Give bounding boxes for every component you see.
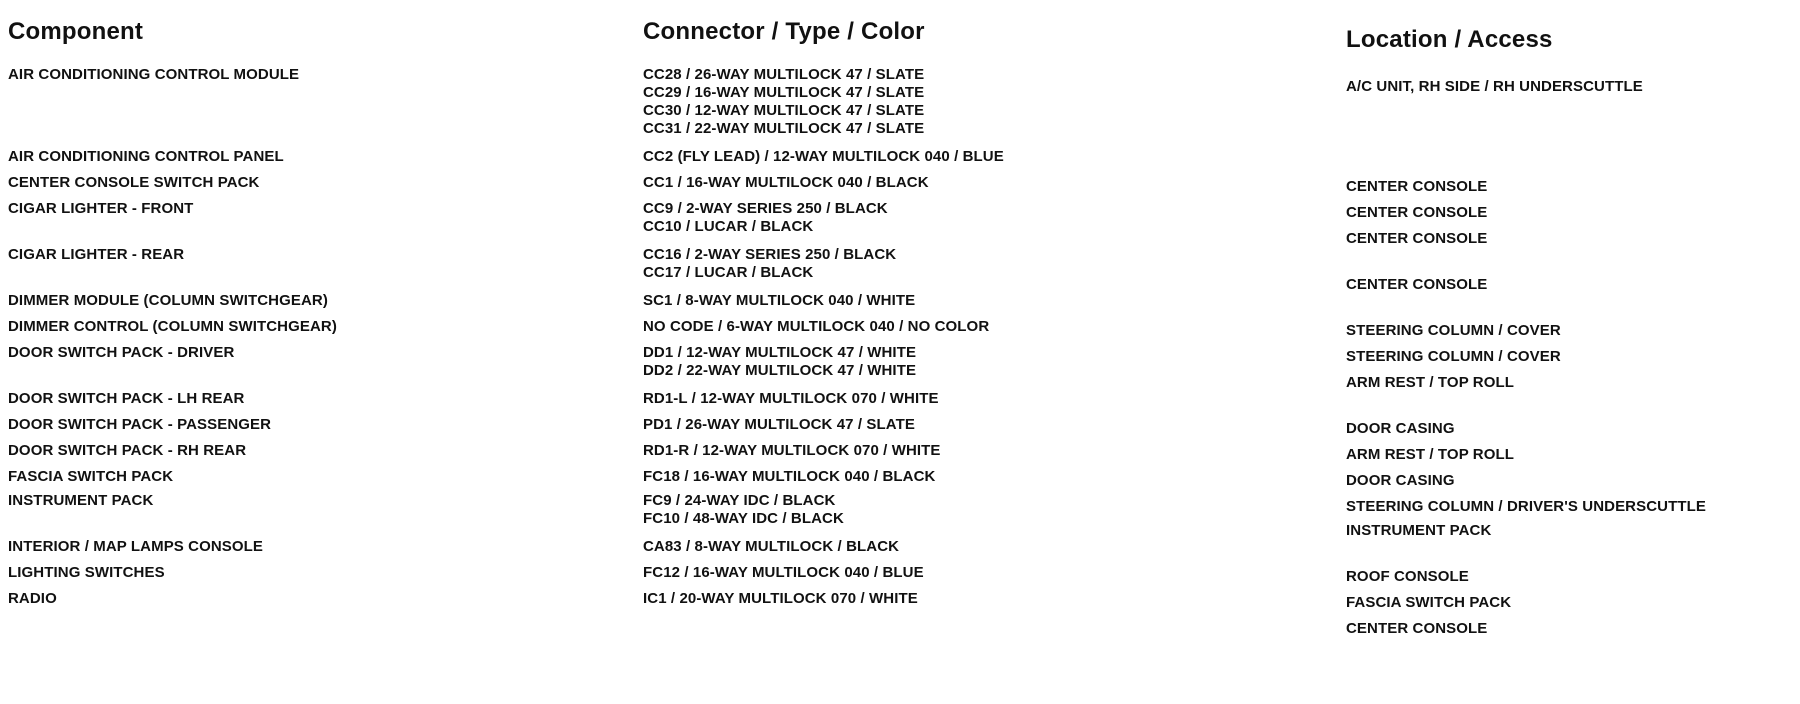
- location-access: DOOR CASING: [1346, 420, 1455, 437]
- connector-spec: DD2 / 22-WAY MULTILOCK 47 / WHITE: [643, 362, 917, 379]
- connector-spec: CC1 / 16-WAY MULTILOCK 040 / BLACK: [643, 174, 929, 191]
- location-access: CENTER CONSOLE: [1346, 178, 1488, 195]
- component-name: CIGAR LIGHTER - FRONT: [8, 200, 194, 217]
- connector-list: [643, 390, 939, 408]
- component-name: INSTRUMENT PACK: [8, 492, 154, 509]
- connector-list: [643, 318, 989, 336]
- connector-spec: CC30 / 12-WAY MULTILOCK 47 / SLATE: [643, 102, 925, 119]
- component-name: RADIO: [8, 590, 57, 607]
- table-row: [0, 66, 1800, 137]
- connector-spec: CC10 / LUCAR / BLACK: [643, 218, 814, 235]
- connector-spec: CC31 / 22-WAY MULTILOCK 47 / SLATE: [643, 120, 925, 137]
- connector-spec: CA83 / 8-WAY MULTILOCK / BLACK: [643, 538, 900, 555]
- component-name: FASCIA SWITCH PACK: [8, 468, 174, 485]
- connector-spec: CC29 / 16-WAY MULTILOCK 47 / SLATE: [643, 84, 925, 101]
- table-row: [0, 246, 1800, 293]
- connector-list: [643, 564, 924, 582]
- connector-list: [643, 492, 844, 528]
- connector-list: [643, 442, 941, 460]
- connector-list: [643, 468, 935, 486]
- connector-spec: PD1 / 26-WAY MULTILOCK 47 / SLATE: [643, 416, 915, 433]
- connector-list: [643, 292, 915, 310]
- component-name: LIGHTING SWITCHES: [8, 564, 165, 581]
- component-name: AIR CONDITIONING CONTROL MODULE: [8, 66, 300, 83]
- header-location: Location / Access: [1346, 26, 1553, 53]
- connector-spec: CC17 / LUCAR / BLACK: [643, 264, 814, 281]
- location-access: STEERING COLUMN / DRIVER'S UNDERSCUTTLE: [1346, 498, 1706, 515]
- connector-spec: CC28 / 26-WAY MULTILOCK 47 / SLATE: [643, 66, 925, 83]
- location-access: CENTER CONSOLE: [1346, 276, 1488, 293]
- location-access: A/C UNIT, RH SIDE / RH UNDERSCUTTLE: [1346, 78, 1643, 95]
- connector-list: [643, 148, 1004, 166]
- location-access: CENTER CONSOLE: [1346, 230, 1488, 247]
- connector-list: [643, 246, 896, 282]
- location-access: STEERING COLUMN / COVER: [1346, 348, 1561, 365]
- component-name: DOOR SWITCH PACK - RH REAR: [8, 442, 247, 459]
- component-name: DOOR SWITCH PACK - LH REAR: [8, 390, 245, 407]
- component-name: DIMMER MODULE (COLUMN SWITCHGEAR): [8, 292, 328, 309]
- location-access: FASCIA SWITCH PACK: [1346, 594, 1512, 611]
- connector-spec: CC2 (FLY LEAD) / 12-WAY MULTILOCK 040 / BLUE: [643, 148, 1004, 165]
- component-name: DOOR SWITCH PACK - DRIVER: [8, 344, 235, 361]
- location-access: ARM REST / TOP ROLL: [1346, 446, 1515, 463]
- location-access: ARM REST / TOP ROLL: [1346, 374, 1515, 391]
- component-name: DOOR SWITCH PACK - PASSENGER: [8, 416, 272, 433]
- connector-spec: RD1-R / 12-WAY MULTILOCK 070 / WHITE: [643, 442, 941, 459]
- connector-spec: FC10 / 48-WAY IDC / BLACK: [643, 510, 844, 527]
- connector-list: [643, 538, 899, 556]
- connector-spec: DD1 / 12-WAY MULTILOCK 47 / WHITE: [643, 344, 917, 361]
- connector-spec: IC1 / 20-WAY MULTILOCK 070 / WHITE: [643, 590, 918, 607]
- component-name: CENTER CONSOLE SWITCH PACK: [8, 174, 260, 191]
- connector-list: [643, 590, 918, 608]
- connector-spec: FC18 / 16-WAY MULTILOCK 040 / BLACK: [643, 468, 936, 485]
- component-name: AIR CONDITIONING CONTROL PANEL: [8, 148, 284, 165]
- connector-spec: FC9 / 24-WAY IDC / BLACK: [643, 492, 836, 509]
- table-row: [0, 200, 1800, 247]
- location-access: CENTER CONSOLE: [1346, 620, 1488, 637]
- connector-list: [643, 200, 888, 236]
- connector-spec: CC9 / 2-WAY SERIES 250 / BLACK: [643, 200, 888, 217]
- location-access: CENTER CONSOLE: [1346, 204, 1488, 221]
- location-access: STEERING COLUMN / COVER: [1346, 322, 1561, 339]
- header-connector: Connector / Type / Color: [643, 18, 925, 45]
- connector-spec: RD1-L / 12-WAY MULTILOCK 070 / WHITE: [643, 390, 939, 407]
- connector-spec: SC1 / 8-WAY MULTILOCK 040 / WHITE: [643, 292, 916, 309]
- component-name: INTERIOR / MAP LAMPS CONSOLE: [8, 538, 264, 555]
- connector-list: [643, 174, 929, 192]
- connector-spec: CC16 / 2-WAY SERIES 250 / BLACK: [643, 246, 897, 263]
- connector-list: [643, 344, 916, 380]
- connector-list: [643, 66, 924, 138]
- connector-list: [643, 416, 915, 434]
- connector-spec: FC12 / 16-WAY MULTILOCK 040 / BLUE: [643, 564, 924, 581]
- location-access: DOOR CASING: [1346, 472, 1455, 489]
- connector-spec: NO CODE / 6-WAY MULTILOCK 040 / NO COLOR: [643, 318, 990, 335]
- header-component: Component: [8, 18, 144, 45]
- location-access: INSTRUMENT PACK: [1346, 522, 1492, 539]
- location-access: ROOF CONSOLE: [1346, 568, 1469, 585]
- component-name: DIMMER CONTROL (COLUMN SWITCHGEAR): [8, 318, 337, 335]
- component-name: CIGAR LIGHTER - REAR: [8, 246, 185, 263]
